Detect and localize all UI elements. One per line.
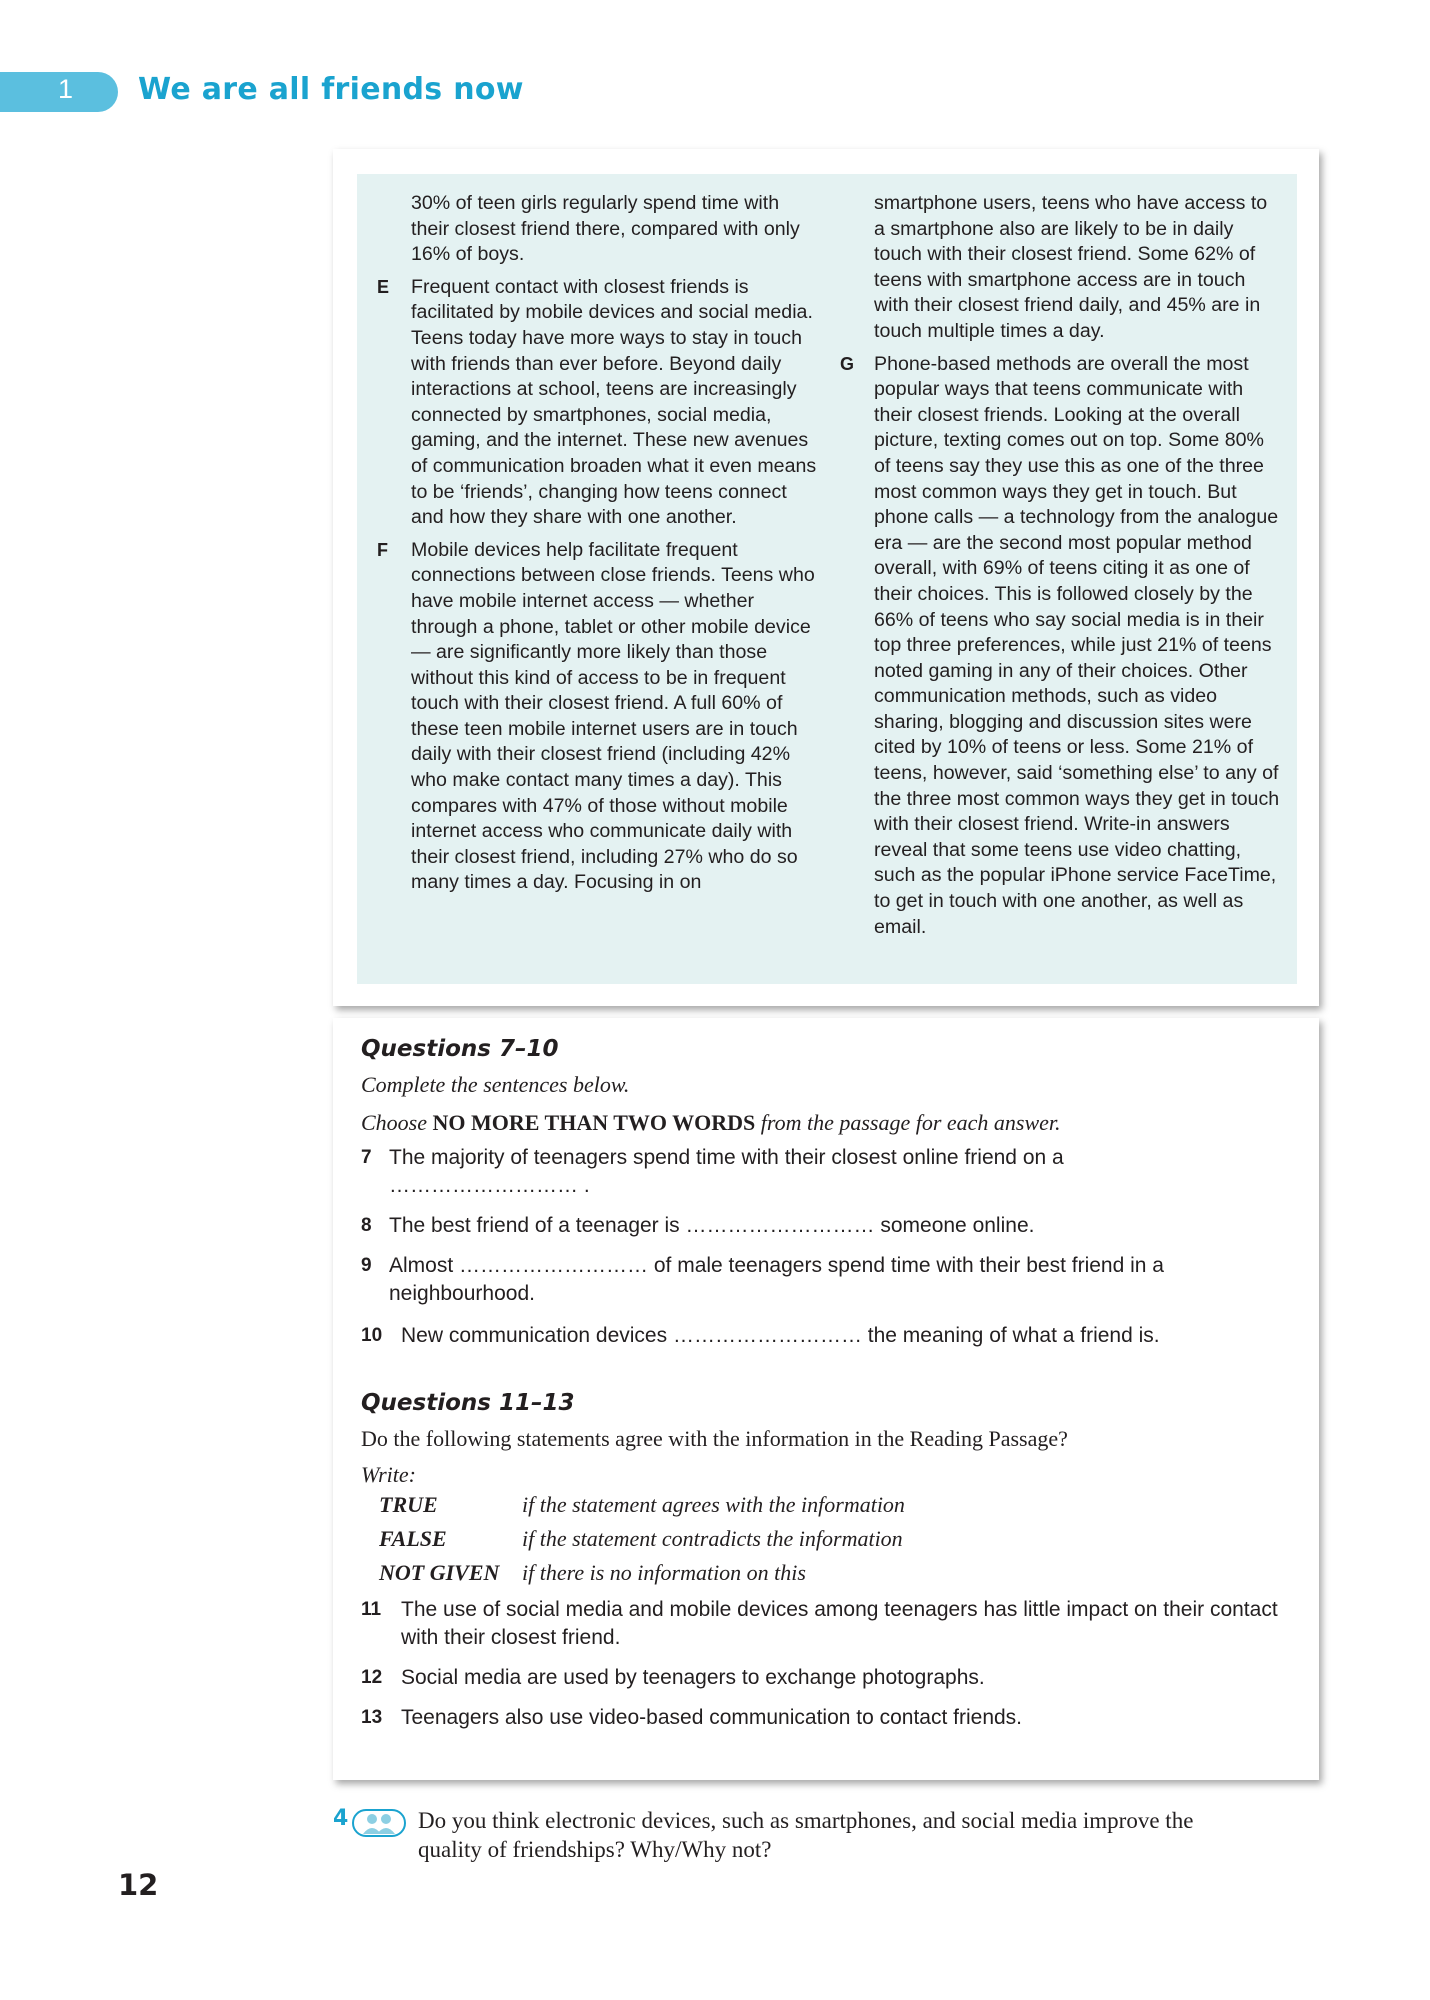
question-number: 10 bbox=[361, 1325, 383, 1346]
question-text: Teenagers also use video-based communication to contact friends. bbox=[401, 1706, 1023, 1729]
paragraph-letter: F bbox=[377, 539, 388, 560]
answer-key-description: if the statement agrees with the information bbox=[522, 1492, 905, 1517]
instruction: Choose NO MORE THAN TWO WORDS from the passage for each answer. bbox=[361, 1110, 1061, 1135]
paragraph-text: 30% of teen girls regularly spend time with their closest friend there, compared with only 16% of boys. bbox=[411, 192, 800, 266]
question-text: Social media are used by teenagers to exchange photographs. bbox=[401, 1666, 985, 1689]
paragraph-letter: E bbox=[377, 276, 390, 297]
passage-right-column bbox=[840, 191, 1280, 947]
section-heading: Questions 11–13 bbox=[361, 1390, 575, 1416]
answer-key: NOT GIVEN bbox=[379, 1560, 500, 1585]
question-number: 13 bbox=[361, 1707, 383, 1728]
question-text: neighbourhood. bbox=[389, 1282, 535, 1305]
question-number: 9 bbox=[361, 1255, 372, 1276]
questions-11-13-section bbox=[361, 1390, 1291, 1732]
unit-number: 1 bbox=[58, 74, 74, 104]
question-text: The best friend of a teenager is ……………………… someone online. bbox=[389, 1214, 1035, 1237]
passage-left-column bbox=[377, 191, 817, 903]
passage-paragraph-e bbox=[377, 275, 817, 531]
paragraph-text: smartphone users, teens who have access to a smartphone also are likely to be in daily touch with their closest friend. Some 62% of teens with smartphone access are in touch with their closest friend daily, and 45% are in touch multiple times a day. bbox=[874, 192, 1268, 342]
passage-paragraph-g bbox=[840, 352, 1280, 941]
discussion-number: 4 bbox=[333, 1806, 349, 1831]
answer-key-table bbox=[361, 1488, 1291, 1590]
paragraph-text: Frequent contact with closest friends is facilitated by mobile devices and social media. Teens today have more ways to stay in touch with friends than ever before. Beyond daily interactions at school, teens are increasingly connected by smartphones, social media, gaming, and the internet. These new avenues of communication broaden what it even means to be ‘friends’, changing how teens connect and how they share with one another. bbox=[411, 275, 817, 529]
question-number: 11 bbox=[361, 1599, 382, 1620]
page-number: 12 bbox=[118, 1868, 159, 1902]
answer-blank[interactable]: ……………………… . bbox=[389, 1174, 590, 1197]
answer-key-description: if there is no information on this bbox=[522, 1560, 806, 1585]
instruction: Do the following statements agree with the information in the Reading Passage? bbox=[361, 1426, 1068, 1451]
questions-7-10-section bbox=[361, 1036, 1291, 1350]
question-number: 8 bbox=[361, 1215, 372, 1236]
write-label: Write: bbox=[361, 1462, 416, 1487]
question-item bbox=[361, 1596, 1291, 1652]
passage-paragraph-d-continued bbox=[377, 191, 817, 268]
questions-card bbox=[333, 1018, 1319, 1780]
answer-key-row bbox=[361, 1556, 1291, 1590]
passage-paragraph-f bbox=[377, 538, 817, 896]
discussion-question: Do you think electronic devices, such as smartphones, and social media improve the quality of friendships? Why/Why not? bbox=[418, 1808, 1194, 1862]
question-item bbox=[361, 1704, 1291, 1732]
question-text: The majority of teenagers spend time with their closest online friend on a bbox=[389, 1146, 1064, 1169]
paragraph-letter: G bbox=[840, 353, 855, 374]
section-heading: Questions 7–10 bbox=[361, 1036, 559, 1062]
question-text: New communication devices ……………………… the meaning of what a friend is. bbox=[401, 1324, 1160, 1347]
question-number: 12 bbox=[361, 1667, 383, 1688]
question-text: Almost ……………………… of male teenagers spend time with their best friend in a bbox=[389, 1254, 1164, 1277]
answer-key-row bbox=[361, 1488, 1291, 1522]
passage-background bbox=[357, 174, 1297, 984]
answer-key: FALSE bbox=[379, 1526, 447, 1551]
instruction: Complete the sentences below. bbox=[361, 1072, 630, 1097]
paragraph-text: Mobile devices help facilitate frequent connections between close friends. Teens who have mobile internet access — whether through a phone, tablet or other mobile device — are significantly more likely than those without this kind of access to be in frequent touch with their closest friend. A full 60% of these teen mobile internet users are in touch daily with their closest friend (including 42% who make contact many times a day). This compares with 47% of those without mobile internet access who communicate daily with their closest friend, including 27% who do so many times a day. Focusing in on bbox=[411, 538, 815, 894]
unit-title: We are all friends now bbox=[138, 72, 524, 107]
answer-key-description: if the statement contradicts the information bbox=[522, 1526, 903, 1551]
reading-passage-card bbox=[333, 149, 1319, 1006]
question-item bbox=[361, 1664, 1291, 1692]
question-item bbox=[361, 1212, 1291, 1240]
pair-work-icon bbox=[352, 1808, 406, 1838]
question-number: 7 bbox=[361, 1147, 372, 1168]
question-item bbox=[361, 1252, 1291, 1308]
answer-key: TRUE bbox=[379, 1492, 438, 1517]
passage-paragraph-f-continued bbox=[840, 191, 1280, 345]
question-item bbox=[361, 1322, 1291, 1350]
paragraph-text: Phone-based methods are overall the most popular ways that teens communicate with their closest friends. Looking at the overall picture, texting comes out on top. Some 80% of teens say they use this as one of the three most common ways they get in touch. But phone calls — a technology from the analogue era — are the second most popular method overall, with 69% of teens citing it as one of their choices. This is followed closely by the 66% of teens who say social media is in their top three preferences, while just 21% of teens noted gaming in any of their choices. Other communication methods, such as video sharing, blogging and discussion sites were cited by 10% of teens or less. Some 21% of teens, however, said ‘something else’ to any of the three most common ways they get in touch with their closest friend. Write-in answers reveal that some teens use video chatting, such as the popular iPhone service FaceTime, to get in touch with one another, as well as email. bbox=[874, 352, 1280, 938]
question-item bbox=[361, 1144, 1291, 1200]
answer-key-row bbox=[361, 1522, 1291, 1556]
question-text: The use of social media and mobile devices among teenagers has little impact on their contact with their closest friend. bbox=[401, 1598, 1278, 1649]
